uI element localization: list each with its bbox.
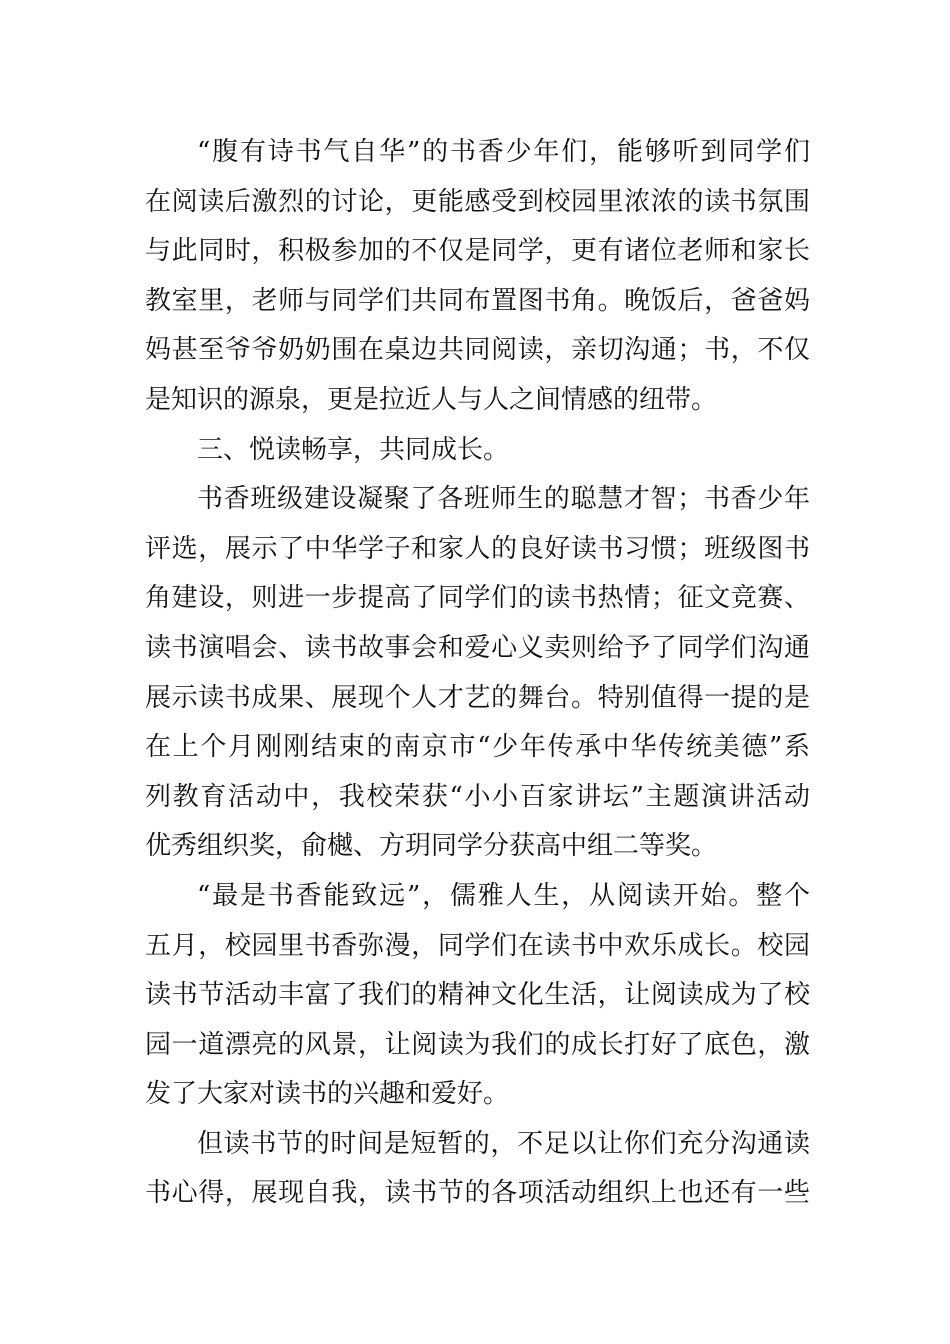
paragraph-line: 在阅读后激烈的讨论，更能感受到校园里浓浓的读书氛围: [145, 186, 810, 217]
paragraph-line: 读书节活动丰富了我们的精神文化生活，让阅读成为了校: [145, 980, 810, 1011]
paragraph-line: 与此同时，积极参加的不仅是同学，更有诸位老师和家长: [145, 236, 810, 267]
paragraph-line: 展示读书成果、展现个人才艺的舞台。特别值得一提的是: [145, 682, 810, 713]
section-heading: 三、悦读畅享，共同成长。: [197, 434, 510, 465]
paragraph-line: 妈甚至爷爷奶奶围在桌边共同阅读，亲切沟通；书，不仅: [145, 335, 810, 366]
paragraph-line: 教室里，老师与同学们共同布置图书角。晚饭后，爸爸妈: [145, 285, 810, 316]
paragraph-line: 在上个月刚刚结束的南京市“少年传承中华传统美德”系: [145, 732, 810, 763]
paragraph-line: 评选，展示了中华学子和家人的良好读书习惯；班级图书: [145, 533, 810, 564]
paragraph-line: 发了大家对读书的兴趣和爱好。: [145, 1079, 510, 1110]
paragraph-line: 园一道漂亮的风景，让阅读为我们的成长打好了底色，激: [145, 1029, 810, 1060]
body-text: [145, 128, 810, 1219]
paragraph-line: 优秀组织奖，俞樾、方玥同学分获高中组二等奖。: [145, 831, 718, 862]
paragraph-line: 书香班级建设凝聚了各班师生的聪慧才智；书香少年: [197, 484, 810, 515]
paragraph-line: 读书演唱会、读书故事会和爱心义卖则给予了同学们沟通: [145, 632, 810, 663]
paragraph-line: 列教育活动中，我校荣获“小小百家讲坛”主题演讲活动: [145, 781, 810, 812]
paragraph-line: 角建设，则进一步提高了同学们的读书热情；征文竞赛、: [145, 583, 810, 614]
paragraph-line: 但读书节的时间是短暂的，不足以让你们充分沟通读: [197, 1128, 810, 1159]
paragraph-line: 五月，校园里书香弥漫，同学们在读书中欢乐成长。校园: [145, 930, 810, 961]
paragraph-line: “腹有诗书气自华”的书香少年们，能够听到同学们: [197, 137, 810, 167]
paragraph-line: “最是书香能致远”，儒雅人生，从阅读开始。整个: [197, 880, 810, 911]
paragraph-line: 是知识的源泉，更是拉近人与人之间情感的纽带。: [145, 384, 718, 415]
paragraph-line: 书心得，展现自我，读书节的各项活动组织上也还有一些: [145, 1178, 810, 1209]
